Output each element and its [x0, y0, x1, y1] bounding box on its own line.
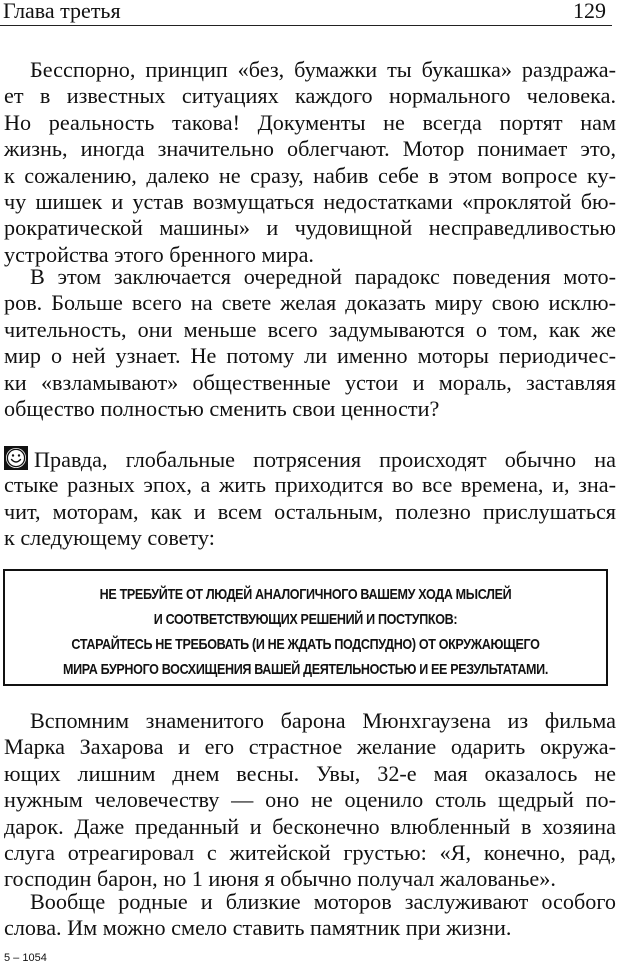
text-line: чительность, они меньше всего задумываются о том, как же — [4, 316, 616, 342]
paragraph-1 — [4, 57, 616, 268]
page-header — [0, 0, 612, 26]
page-number: 129 — [573, 0, 606, 23]
text-line: общество полностью сменить свои ценности? — [4, 395, 440, 421]
text-line: ров. Больше всего на свете желая доказать миру свою исклю- — [4, 290, 616, 316]
text-line: устройства этого бренного мира. — [4, 241, 314, 267]
text-line: Вспомним знаменитого барона Мюнхгаузена из фильма — [30, 708, 616, 733]
text-line: жизнь, иногда значительно облегчают. Мотор понимает это, — [4, 136, 616, 162]
text-line-with-icon: Правда, глобальные потрясения происходят обычно на — [4, 446, 616, 472]
text-line: Бесспорно, принцип «без, бумажки ты букашка» раздража- — [30, 57, 616, 82]
paragraph-3 — [4, 446, 616, 552]
text-line: господин барон, но 1 июня я обычно получал жалованье». — [4, 866, 556, 892]
text-line: Но реальность такова! Документы не всегда портят нам — [4, 109, 616, 135]
text-line: слова. Им можно смело ставить памятник при жизни. — [4, 915, 512, 941]
highlighted-rule-box — [3, 569, 608, 686]
paragraph-5 — [4, 889, 616, 942]
rule-line: МИРА БУРНОГО ВОСХИЩЕНИЯ ВАШЕЙ ДЕЯТЕЛЬНОСТЬЮ И ЕЕ РЕЗУЛЬТАТАМИ. — [63, 662, 548, 678]
text-line: мир о ней узнает. Не потому ли именно моторы периодичес- — [4, 343, 616, 369]
smiley-face-icon — [4, 446, 28, 470]
text-line: чу шишек и устав возмущаться недостатками «проклятой бю- — [4, 188, 616, 214]
text-line: Вообще родные и близкие моторов заслуживают особого — [30, 889, 616, 914]
text-line: к следующему совету: — [4, 525, 215, 551]
text-line: ет в известных ситуациях каждого нормального человека. — [4, 83, 616, 109]
text-line: дарок. Даже преданный и бесконечно влюбленный в хозяина — [4, 813, 616, 839]
paragraph-4 — [4, 708, 616, 893]
print-signature: 5 – 1054 — [4, 952, 47, 964]
rule-line: СТАРАЙТЕСЬ НЕ ТРЕБОВАТЬ (И НЕ ЖДАТЬ ПОДСПУДНО) ОТ ОКРУЖАЮЩЕГО — [71, 637, 540, 653]
rule-line: И СООТВЕТСТВУЮЩИХ РЕШЕНИЙ И ПОСТУПКОВ: — [153, 612, 458, 628]
text-line: стыке разных эпох, а жить приходится во все времена, и, зна- — [4, 472, 616, 498]
text-line: нужным человечеству — оно не оценило столь щедрый по- — [4, 787, 616, 813]
chapter-title: Глава третья — [3, 0, 121, 23]
text-line: к сожалению, далеко не сразу, набив себе в этом вопросе ку- — [4, 162, 616, 188]
paragraph-2 — [4, 264, 616, 422]
text-line: рократической машины» и чудовищной несправедливостью — [4, 215, 616, 241]
text-line: слуга отреагировал с житейской грустью: «Я, конечно, рад, — [4, 839, 616, 865]
text-line: ки «взламывают» общественные устои и мораль, заставляя — [4, 369, 616, 395]
text-line: В этом заключается очередной парадокс поведения мото- — [30, 264, 616, 289]
text-line: чит, моторам, как и всем остальным, полезно прислушаться — [4, 498, 616, 524]
rule-line: НЕ ТРЕБУЙТЕ ОТ ЛЮДЕЙ АНАЛОГИЧНОГО ВАШЕМУ ХОДА МЫСЛЕЙ — [99, 587, 512, 603]
text-line: Марка Захарова и его страстное желание одарить окружа- — [4, 734, 616, 760]
text-line: ющих лишним днем весны. Увы, 32-е мая оказалось не — [4, 760, 616, 786]
